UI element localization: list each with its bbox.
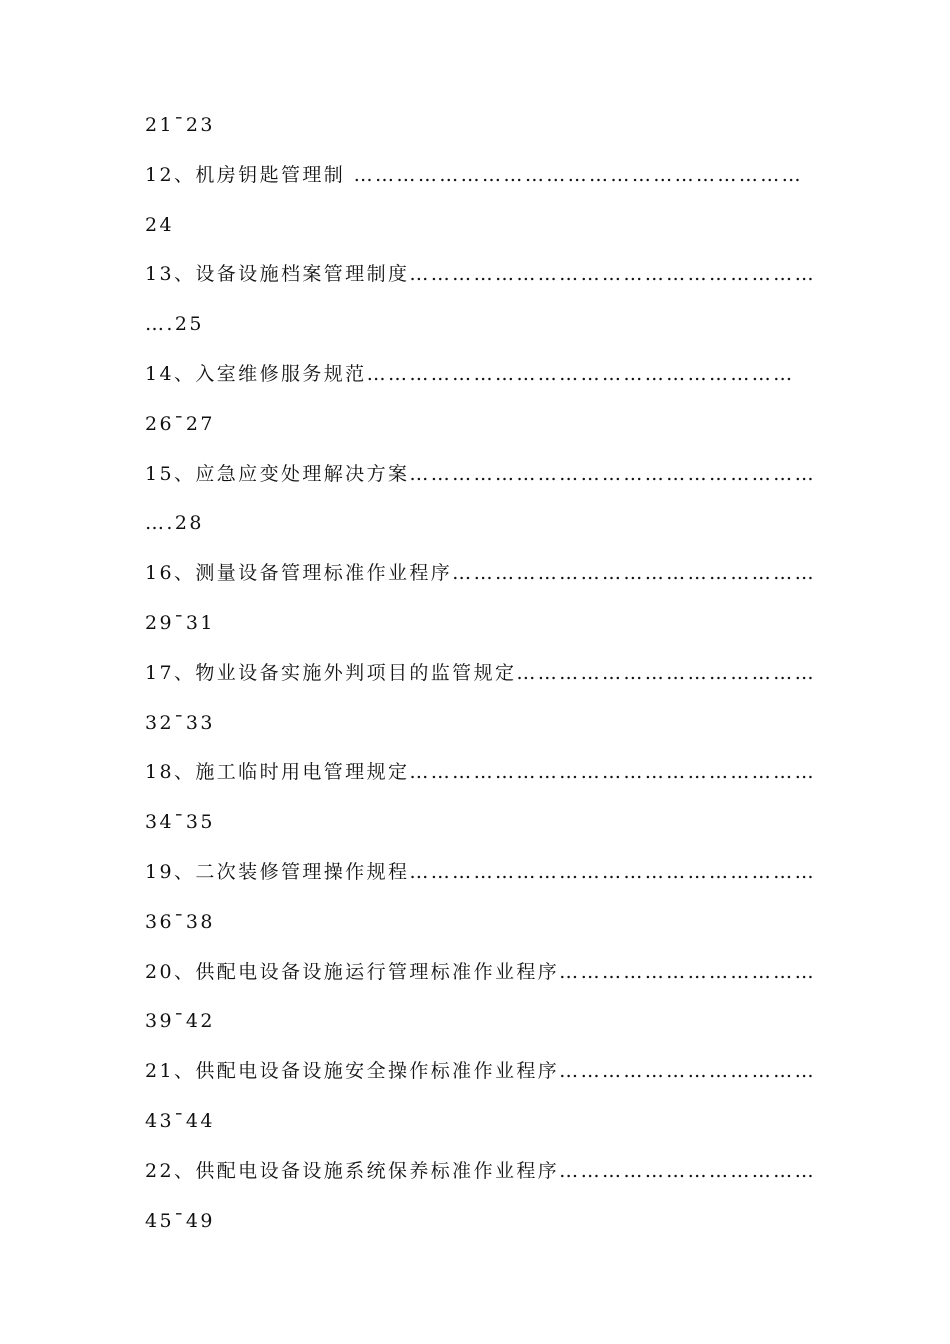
toc-page-number: 45¯49 — [145, 1209, 215, 1232]
toc-entry: 15、应急应变处理解决方案………………………………………………… — [145, 462, 816, 485]
toc-entry: 14、入室维修服务规范…………………………………………………… — [145, 362, 795, 385]
toc-line: 21¯23 — [145, 114, 215, 136]
toc-page-number: 26¯27 — [145, 412, 215, 435]
toc-page-number: 24 — [145, 213, 174, 236]
toc-entry: 18、施工临时用电管理规定………………………………………………… — [145, 761, 816, 784]
toc-entry: 19、二次装修管理操作规程………………………………………………… — [145, 860, 816, 883]
toc-page-number: ….25 — [145, 313, 204, 336]
toc-entry: 17、物业设备实施外判项目的监管规定…………………………………… — [145, 661, 816, 684]
toc-entry: 13、设备设施档案管理制度………………………………………………… — [145, 263, 816, 286]
toc-page-number: 39¯42 — [145, 1010, 215, 1033]
toc-entry: 16、测量设备管理标准作业程序…………………………………………… — [145, 562, 816, 585]
toc-page-number: 36¯38 — [145, 910, 215, 933]
toc-page-number: 29¯31 — [145, 611, 215, 634]
toc-page-number: 32¯33 — [145, 711, 215, 734]
table-of-contents — [145, 112, 817, 1257]
toc-page-number: 34¯35 — [145, 811, 215, 834]
toc-entry: 22、供配电设备设施系统保养标准作业程序……………………………… — [145, 1159, 816, 1182]
toc-page-number: ….28 — [145, 512, 204, 535]
toc-entry: 20、供配电设备设施运行管理标准作业程序……………………………… — [145, 960, 816, 983]
toc-entry: 21、供配电设备设施安全操作标准作业程序……………………………… — [145, 1060, 816, 1083]
toc-entry: 12、机房钥匙管理制 ……………………………………………………… — [145, 163, 804, 186]
toc-page-number: 43¯44 — [145, 1109, 215, 1132]
